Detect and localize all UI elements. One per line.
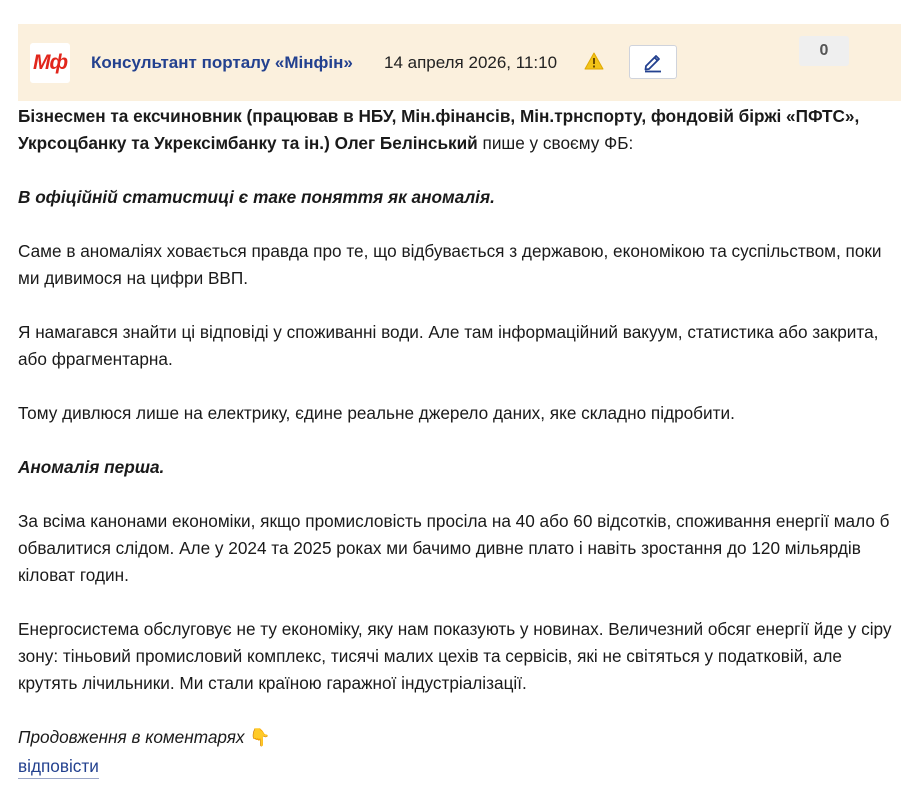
pointing-down-icon: 👇 [249, 727, 271, 747]
paragraph-intro [18, 103, 898, 157]
like-count[interactable]: 0 [799, 36, 849, 66]
continuation-text: Продовження в коментарях [18, 727, 245, 747]
warning-icon[interactable] [584, 52, 604, 70]
paragraph-continuation [18, 724, 898, 751]
minfin-logo: Мф [30, 43, 70, 83]
paragraph-electricity: Тому дивлюся лише на електрику, єдине реальне джерело даних, яке складно підробити. [18, 403, 735, 423]
paragraph-truth: Саме в аномаліях ховається правда про те, що відбувається з державою, економікою та суспільством, поки ми дивимося на цифри ВВП. [18, 241, 882, 288]
paragraph-first-anomaly: Аномалія перша. [18, 457, 165, 477]
intro-rest-text: пише у своєму ФБ: [477, 133, 634, 153]
comment-date: 14 апреля 2026, 11:10 [384, 53, 558, 72]
author-name[interactable]: Консультант порталу «Мінфін» [91, 53, 353, 72]
intro-bold-text: Бізнесмен та ексчиновник (працював в НБУ, Мін.фінансів, Мін.трнспорту, фондовій біржі «ПФТС», Укрсоцбанку та Укрексімбанку та ін.) Олег Белінський [18, 106, 860, 153]
paragraph-water: Я намагався знайти ці відповіді у споживанні води. Але там інформаційний вакуум, статистика або закрита, або фрагментарна. [18, 322, 879, 369]
comment-header [18, 24, 901, 101]
edit-button[interactable] [629, 45, 677, 79]
pencil-icon [642, 51, 664, 73]
reply-link[interactable]: відповісти [18, 754, 99, 779]
comment-body [18, 103, 898, 780]
paragraph-industry: За всіма канонами економіки, якщо промисловість просіла на 40 або 60 відсотків, споживання енергії мало б обвалитися слідом. Але у 2024 та 2025 роках ми бачимо дивне плато і навіть зростання до 120 мільярдів кіловат годин. [18, 511, 890, 585]
paragraph-grey-zone: Енергосистема обслуговує не ту економіку, яку нам показують у новинах. Величезний обсяг енергії йде у сіру зону: тіньовий промисловий комплекс, тисячі малих цехів та сервісів, які не світяться у податковій, але крутять лічильники. Ми стали країною гаражної індустріалізації. [18, 619, 892, 693]
paragraph-anomaly-heading: В офіційній статистиці є таке поняття як аномалія. [18, 187, 495, 207]
